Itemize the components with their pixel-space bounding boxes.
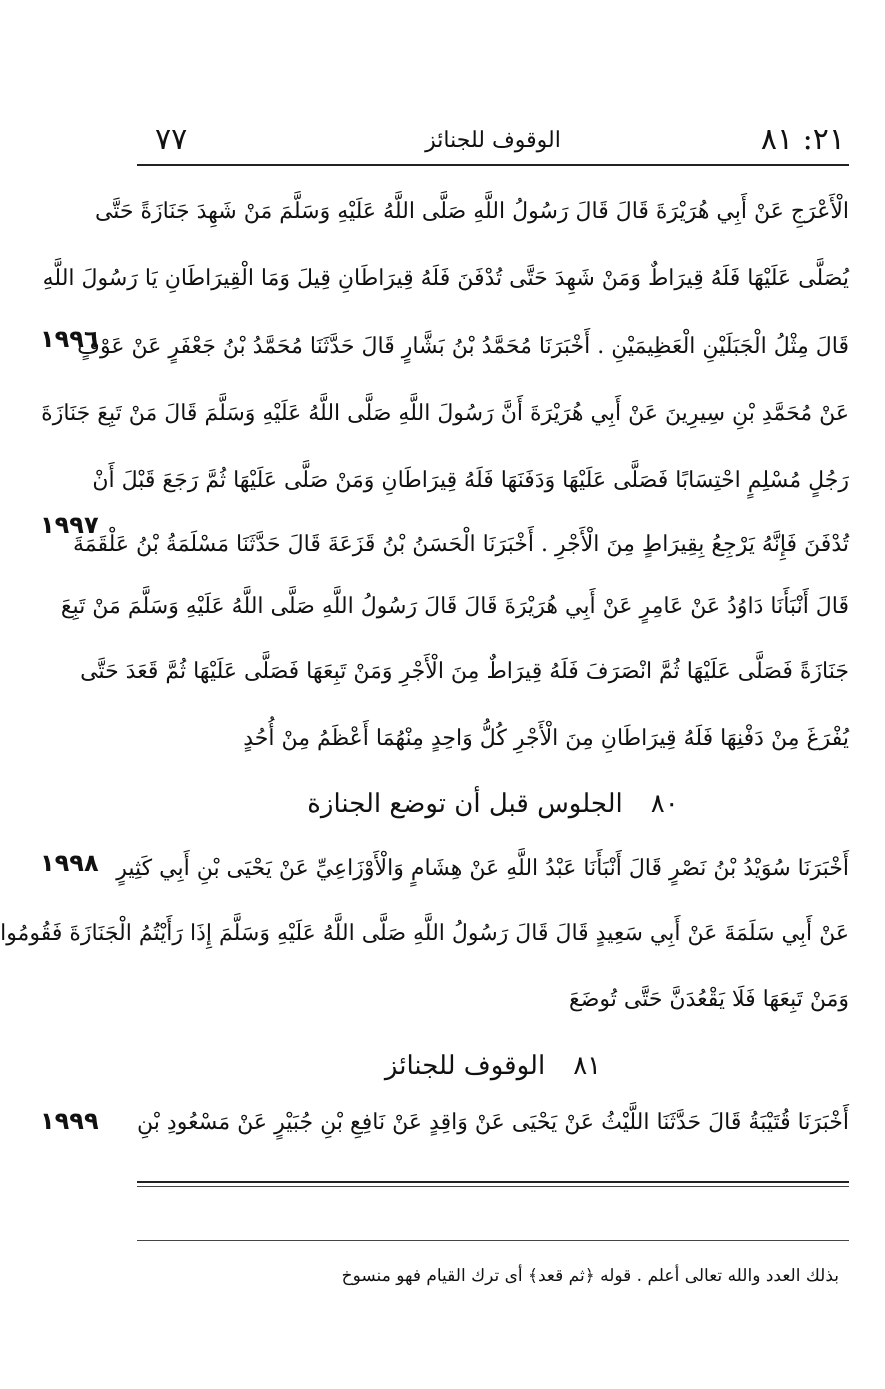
chapter-reference: ٢١: ٨١ xyxy=(760,122,845,157)
chapter-title: الوقوف للجنائز xyxy=(384,1051,546,1081)
text-line-10: أَخْبَرَنَا سُوَيْدُ بْنُ نَصْرٍ قَالَ أَنْبَأَنَا عَبْدُ اللَّهِ عَنْ هِشَامٍ وَالْأَوْزَاعِيِّ عَنْ يَحْيَى بْنِ أَبِي كَثِيرٍ xyxy=(116,856,849,881)
text-line-2: يُصَلَّى عَلَيْهَا فَلَهُ قِيرَاطٌ وَمَنْ شَهِدَ حَتَّى تُدْفَنَ فَلَهُ قِيرَاطَانِ قِيلَ وَمَا الْقِيرَاطَانِ يَا رَسُولَ اللَّهِ xyxy=(42,266,849,291)
text-line-1: الْأَعْرَجِ عَنْ أَبِي هُرَيْرَةَ قَالَ قَالَ رَسُولُ اللَّهِ صَلَّى اللَّهُ عَلَيْهِ وَسَلَّمَ مَنْ شَهِدَ جَنَازَةً حَتَّى xyxy=(94,199,849,224)
page-header xyxy=(137,118,849,164)
text-line-3: قَالَ مِثْلُ الْجَبَلَيْنِ الْعَظِيمَيْنِ . أَخْبَرَنَا مُحَمَّدُ بْنُ بَشَّارٍ قَالَ حَدَّثَنَا مُحَمَّدُ بْنُ جَعْفَرٍ عَنْ عَوْفٍ xyxy=(77,334,849,359)
text-line-9: يُفْرَغَ مِنْ دَفْنِهَا فَلَهُ قِيرَاطَانِ مِنَ الْأَجْرِ كُلُّ وَاحِدٍ مِنْهُمَا أَعْظَمُ مِنْ أُحُدٍ xyxy=(243,726,849,751)
chapter-heading-80 xyxy=(137,786,849,822)
hadith-number-1996: ١٩٩٦ xyxy=(40,325,99,353)
text-end-divider xyxy=(137,1181,849,1183)
hadith-number-1997: ١٩٩٧ xyxy=(40,511,99,539)
page-number: ٧٧ xyxy=(155,122,188,157)
text-end-divider-inner xyxy=(137,1186,849,1187)
footnote-divider xyxy=(137,1240,849,1241)
text-line-7: قَالَ أَنْبَأَنَا دَاوُدُ عَنْ عَامِرٍ عَنْ أَبِي هُرَيْرَةَ قَالَ قَالَ رَسُولُ اللَّهِ صَلَّى اللَّهُ عَلَيْهِ وَسَلَّمَ مَنْ تَبِعَ xyxy=(60,594,849,619)
hadith-number-1998: ١٩٩٨ xyxy=(40,849,99,877)
text-line-6: تُدْفَنَ فَإِنَّهُ يَرْجِعُ بِقِيرَاطٍ مِنَ الْأَجْرِ . أَخْبَرَنَا الْحَسَنُ بْنُ قَزَعَةَ قَالَ حَدَّثَنَا مَسْلَمَةُ بْنُ عَلْقَمَةَ xyxy=(72,532,849,557)
header-divider xyxy=(137,164,849,166)
text-line-8: جَنَازَةً فَصَلَّى عَلَيْهَا ثُمَّ انْصَرَفَ فَلَهُ قِيرَاطٌ مِنَ الْأَجْرِ وَمَنْ تَبِعَهَا فَصَلَّى عَلَيْهَا ثُمَّ قَعَدَ حَتَّى xyxy=(80,659,849,684)
hadith-number-1999: ١٩٩٩ xyxy=(40,1107,99,1135)
footnote: بذلك العدد والله تعالى أعلم . قوله ﴿ثم قعد﴾ أى ترك القيام فهو منسوخ xyxy=(341,1266,839,1286)
chapter-number: ٨١ xyxy=(573,1051,602,1081)
text-line-5: رَجُلٍ مُسْلِمٍ احْتِسَابًا فَصَلَّى عَلَيْهَا وَدَفَنَهَا فَلَهُ قِيرَاطَانِ وَمَنْ صَلَّى عَلَيْهَا ثُمَّ رَجَعَ قَبْلَ أَنْ xyxy=(92,468,849,493)
chapter-title: الجلوس قبل أن توضع الجنازة xyxy=(307,789,623,819)
text-line-12: وَمَنْ تَبِعَهَا فَلَا يَقْعُدَنَّ حَتَّى تُوضَعَ xyxy=(568,987,849,1012)
running-title: الوقوف للجنائز xyxy=(425,128,561,153)
chapter-number: ٨٠ xyxy=(650,789,679,819)
text-line-4: عَنْ مُحَمَّدِ بْنِ سِيرِينَ عَنْ أَبِي هُرَيْرَةَ أَنَّ رَسُولَ اللَّهِ صَلَّى اللَّهُ عَلَيْهِ وَسَلَّمَ قَالَ مَنْ تَبِعَ جَنَازَةَ xyxy=(41,401,849,426)
text-line-13: أَخْبَرَنَا قُتَيْبَةُ قَالَ حَدَّثَنَا اللَّيْثُ عَنْ يَحْيَى عَنْ وَاقِدٍ عَنْ نَافِعِ بْنِ جُبَيْرٍ عَنْ مَسْعُودِ بْنِ xyxy=(137,1110,849,1135)
text-line-11: عَنْ أَبِي سَلَمَةَ عَنْ أَبِي سَعِيدٍ قَالَ قَالَ رَسُولُ اللَّهِ صَلَّى اللَّهُ عَلَيْهِ وَسَلَّمَ إِذَا رَأَيْتُمُ الْجَنَازَةَ فَقُومُوا xyxy=(0,921,849,946)
chapter-heading-81 xyxy=(137,1048,849,1084)
